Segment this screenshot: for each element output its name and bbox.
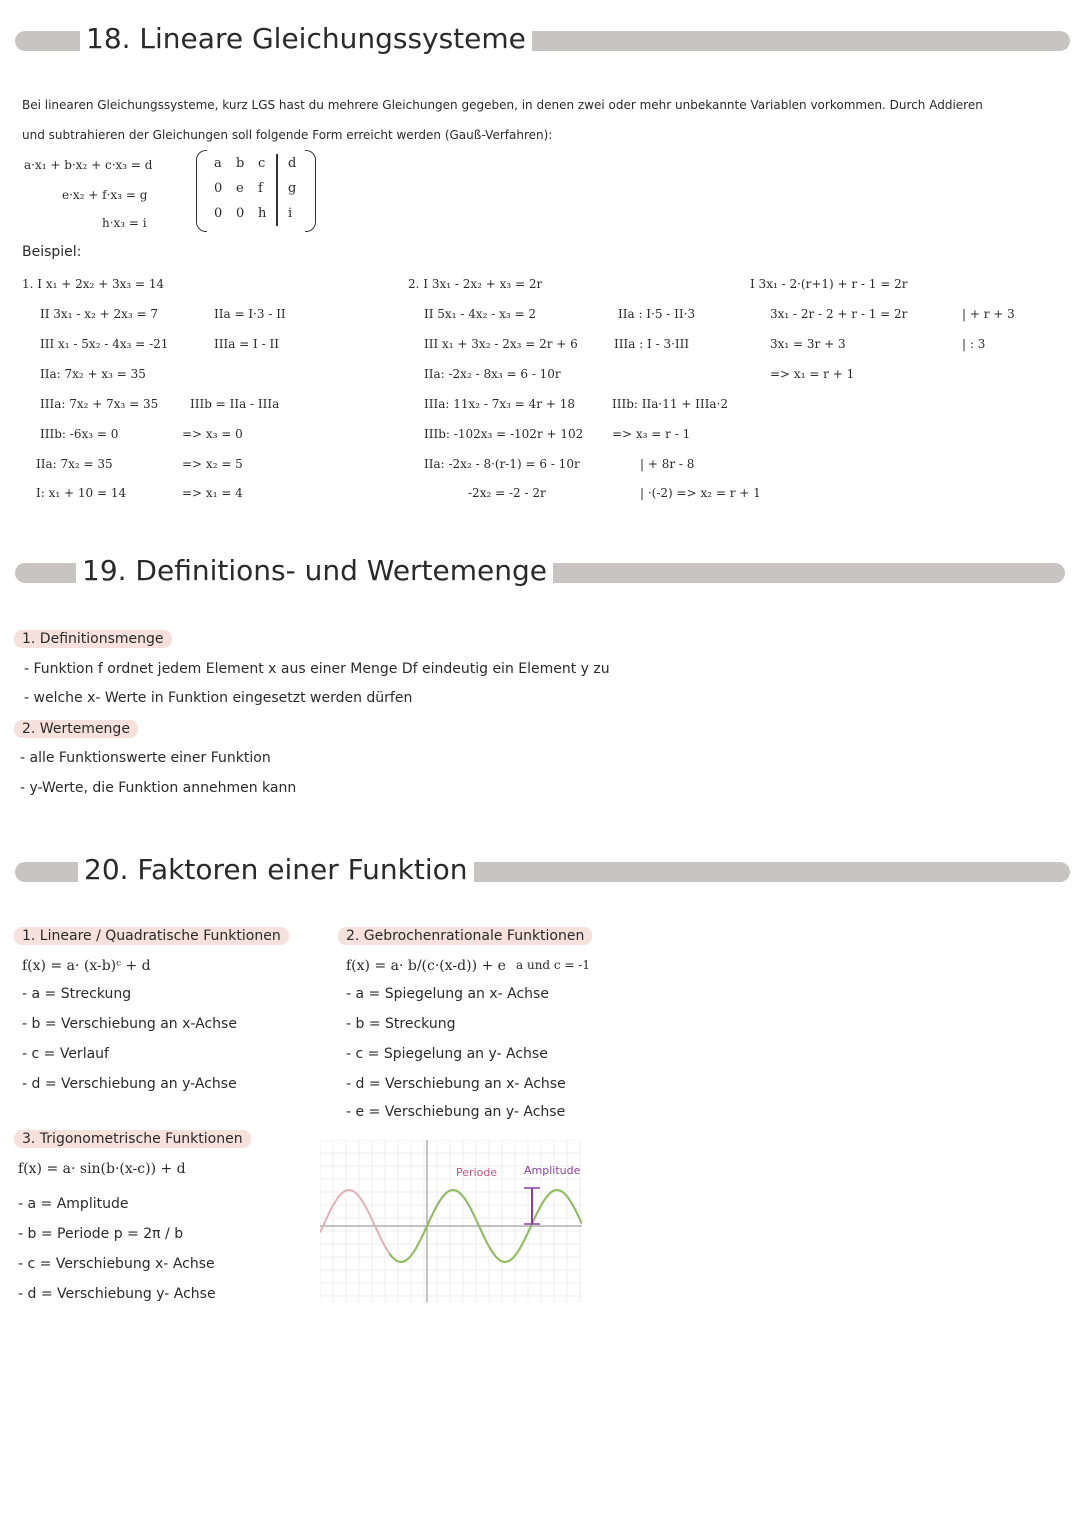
intro-line-1: Bei linearen Gleichungssysteme, kurz LGS hast du mehrere Gleichungen gegeben, in denen zwei oder mehr unbekannte Variablen vorkommen. Durch Addieren xyxy=(22,98,983,112)
formula-rational-note: a und c = -1 xyxy=(516,958,591,972)
ex1-side: => x₁ = 4 xyxy=(182,486,243,500)
ex2-line: IIIa: 11x₂ - 7x₃ = 4r + 18 xyxy=(424,397,575,411)
ex1-line: IIIb: -6x₃ = 0 xyxy=(40,427,119,441)
wertemenge-line: - alle Funktionswerte einer Funktion xyxy=(20,750,271,766)
matrix-cell: g xyxy=(288,181,297,196)
subheading-rational: 2. Gebrochenrationale Funktionen xyxy=(338,927,592,945)
ex2-line: III x₁ + 3x₂ - 2x₃ = 2r + 6 xyxy=(424,337,578,351)
section-title-20: 20. Faktoren einer Funktion xyxy=(78,853,474,886)
formula-trig: f(x) = a· sin(b·(x-c)) + d xyxy=(18,1161,186,1177)
intro-line-2: und subtrahieren der Gleichungen soll folgende Form erreicht werden (Gauß-Verfahren): xyxy=(22,128,553,142)
definition-line: - welche x- Werte in Funktion eingesetzt werden dürfen xyxy=(24,690,413,706)
ex2-line: IIIb: -102x₃ = -102r + 102 xyxy=(424,427,584,441)
ex1-side: IIIb = IIa - IIIa xyxy=(190,397,280,411)
matrix-cell: a xyxy=(214,156,222,171)
matrix-right-bracket xyxy=(305,150,316,232)
ex3-side: | : 3 xyxy=(962,337,986,351)
trig-factor: - c = Verschiebung x- Achse xyxy=(18,1256,215,1272)
ex2-side: | + 8r - 8 xyxy=(640,457,695,471)
ex2-line: IIa: -2x₂ - 8·(r-1) = 6 - 10r xyxy=(424,457,580,471)
ex2-line: II 5x₁ - 4x₂ - x₃ = 2 xyxy=(424,307,536,321)
ex3-line: 3x₁ - 2r - 2 + r - 1 = 2r xyxy=(770,307,908,321)
matrix-cell: b xyxy=(236,156,245,171)
ex1-line: II 3x₁ - x₂ + 2x₃ = 7 xyxy=(40,307,158,321)
ex1-side: IIIa = I - II xyxy=(214,337,279,351)
ex1-side: IIa = I·3 - II xyxy=(214,307,286,321)
ex2-line: IIa: -2x₂ - 8x₃ = 6 - 10r xyxy=(424,367,561,381)
matrix-divider xyxy=(276,154,278,226)
ex2-line: -2x₂ = -2 - 2r xyxy=(468,486,546,500)
ex1-side: => x₃ = 0 xyxy=(182,427,243,441)
form-eq-1: a·x₁ + b·x₂ + c·x₃ = d xyxy=(24,158,153,172)
ex2-side: | ·(-2) => x₂ = r + 1 xyxy=(640,486,761,500)
trig-factor: - d = Verschiebung y- Achse xyxy=(18,1286,216,1302)
ex2-side: IIIb: IIa·11 + IIIa·2 xyxy=(612,397,728,411)
matrix-cell: h xyxy=(258,206,267,221)
ex1-line: IIa: 7x₂ + x₃ = 35 xyxy=(40,367,146,381)
ex1-line: III x₁ - 5x₂ - 4x₃ = -21 xyxy=(40,337,169,351)
matrix-cell: i xyxy=(288,206,293,221)
matrix-cell: e xyxy=(236,181,244,196)
rational-factor: - a = Spiegelung an x- Achse xyxy=(346,986,549,1002)
linear-factor: - a = Streckung xyxy=(22,986,132,1002)
ex3-line: I 3x₁ - 2·(r+1) + r - 1 = 2r xyxy=(750,277,908,291)
linear-factor: - b = Verschiebung an x-Achse xyxy=(22,1016,237,1032)
ex2-line: 2. I 3x₁ - 2x₂ + x₃ = 2r xyxy=(408,277,543,291)
rational-factor: - e = Verschiebung an y- Achse xyxy=(346,1104,566,1120)
form-eq-3: h·x₃ = i xyxy=(102,216,147,230)
ex1-line: IIa: 7x₂ = 35 xyxy=(36,457,113,471)
subheading-definitionsmenge: 1. Definitionsmenge xyxy=(14,630,172,648)
graph-label-amplitude: Amplitude xyxy=(524,1164,581,1177)
ex3-line: => x₁ = r + 1 xyxy=(770,367,855,381)
matrix-cell: 0 xyxy=(214,181,223,196)
subheading-trigonometric: 3. Trigonometrische Funktionen xyxy=(14,1130,251,1148)
matrix-cell: c xyxy=(258,156,266,171)
ex1-line: I: x₁ + 10 = 14 xyxy=(36,486,127,500)
wertemenge-line: - y-Werte, die Funktion annehmen kann xyxy=(20,780,297,796)
section-title-18: 18. Lineare Gleichungssysteme xyxy=(80,22,532,55)
trig-factor: - a = Amplitude xyxy=(18,1196,129,1212)
matrix xyxy=(196,150,316,232)
subheading-wertemenge: 2. Wertemenge xyxy=(14,720,138,738)
matrix-cell: 0 xyxy=(214,206,223,221)
formula-rational: f(x) = a· b/(c·(x-d)) + e xyxy=(346,958,506,974)
trig-factor: - b = Periode p = 2π / b xyxy=(18,1226,184,1242)
example-label: Beispiel: xyxy=(22,244,82,260)
rational-factor: - b = Streckung xyxy=(346,1016,456,1032)
ex2-side: IIa : I·5 - II·3 xyxy=(618,307,696,321)
ex1-line: 1. I x₁ + 2x₂ + 3x₃ = 14 xyxy=(22,277,165,291)
form-eq-2: e·x₂ + f·x₃ = g xyxy=(62,188,148,202)
ex1-side: => x₂ = 5 xyxy=(182,457,243,471)
graph-label-period: Periode xyxy=(456,1166,498,1179)
ex2-side: => x₃ = r - 1 xyxy=(612,427,691,441)
ex2-side: IIIa : I - 3·III xyxy=(614,337,690,351)
ex3-line: 3x₁ = 3r + 3 xyxy=(770,337,846,351)
formula-linear: f(x) = a· (x-b)ᶜ + d xyxy=(22,958,151,974)
ex3-side: | + r + 3 xyxy=(962,307,1015,321)
rational-factor: - c = Spiegelung an y- Achse xyxy=(346,1046,548,1062)
definition-line: - Funktion f ordnet jedem Element x aus einer Menge Df eindeutig ein Element y zu xyxy=(24,661,610,677)
linear-factor: - d = Verschiebung an y-Achse xyxy=(22,1076,237,1092)
matrix-cell: d xyxy=(288,156,297,171)
rational-factor: - d = Verschiebung an x- Achse xyxy=(346,1076,566,1092)
section-title-19: 19. Definitions- und Wertemenge xyxy=(76,554,553,587)
subheading-linear-quadratic: 1. Lineare / Quadratische Funktionen xyxy=(14,927,289,945)
matrix-left-bracket xyxy=(196,150,207,232)
linear-factor: - c = Verlauf xyxy=(22,1046,109,1062)
ex1-line: IIIa: 7x₂ + 7x₃ = 35 xyxy=(40,397,159,411)
matrix-cell: f xyxy=(258,181,263,196)
matrix-cell: 0 xyxy=(236,206,245,221)
